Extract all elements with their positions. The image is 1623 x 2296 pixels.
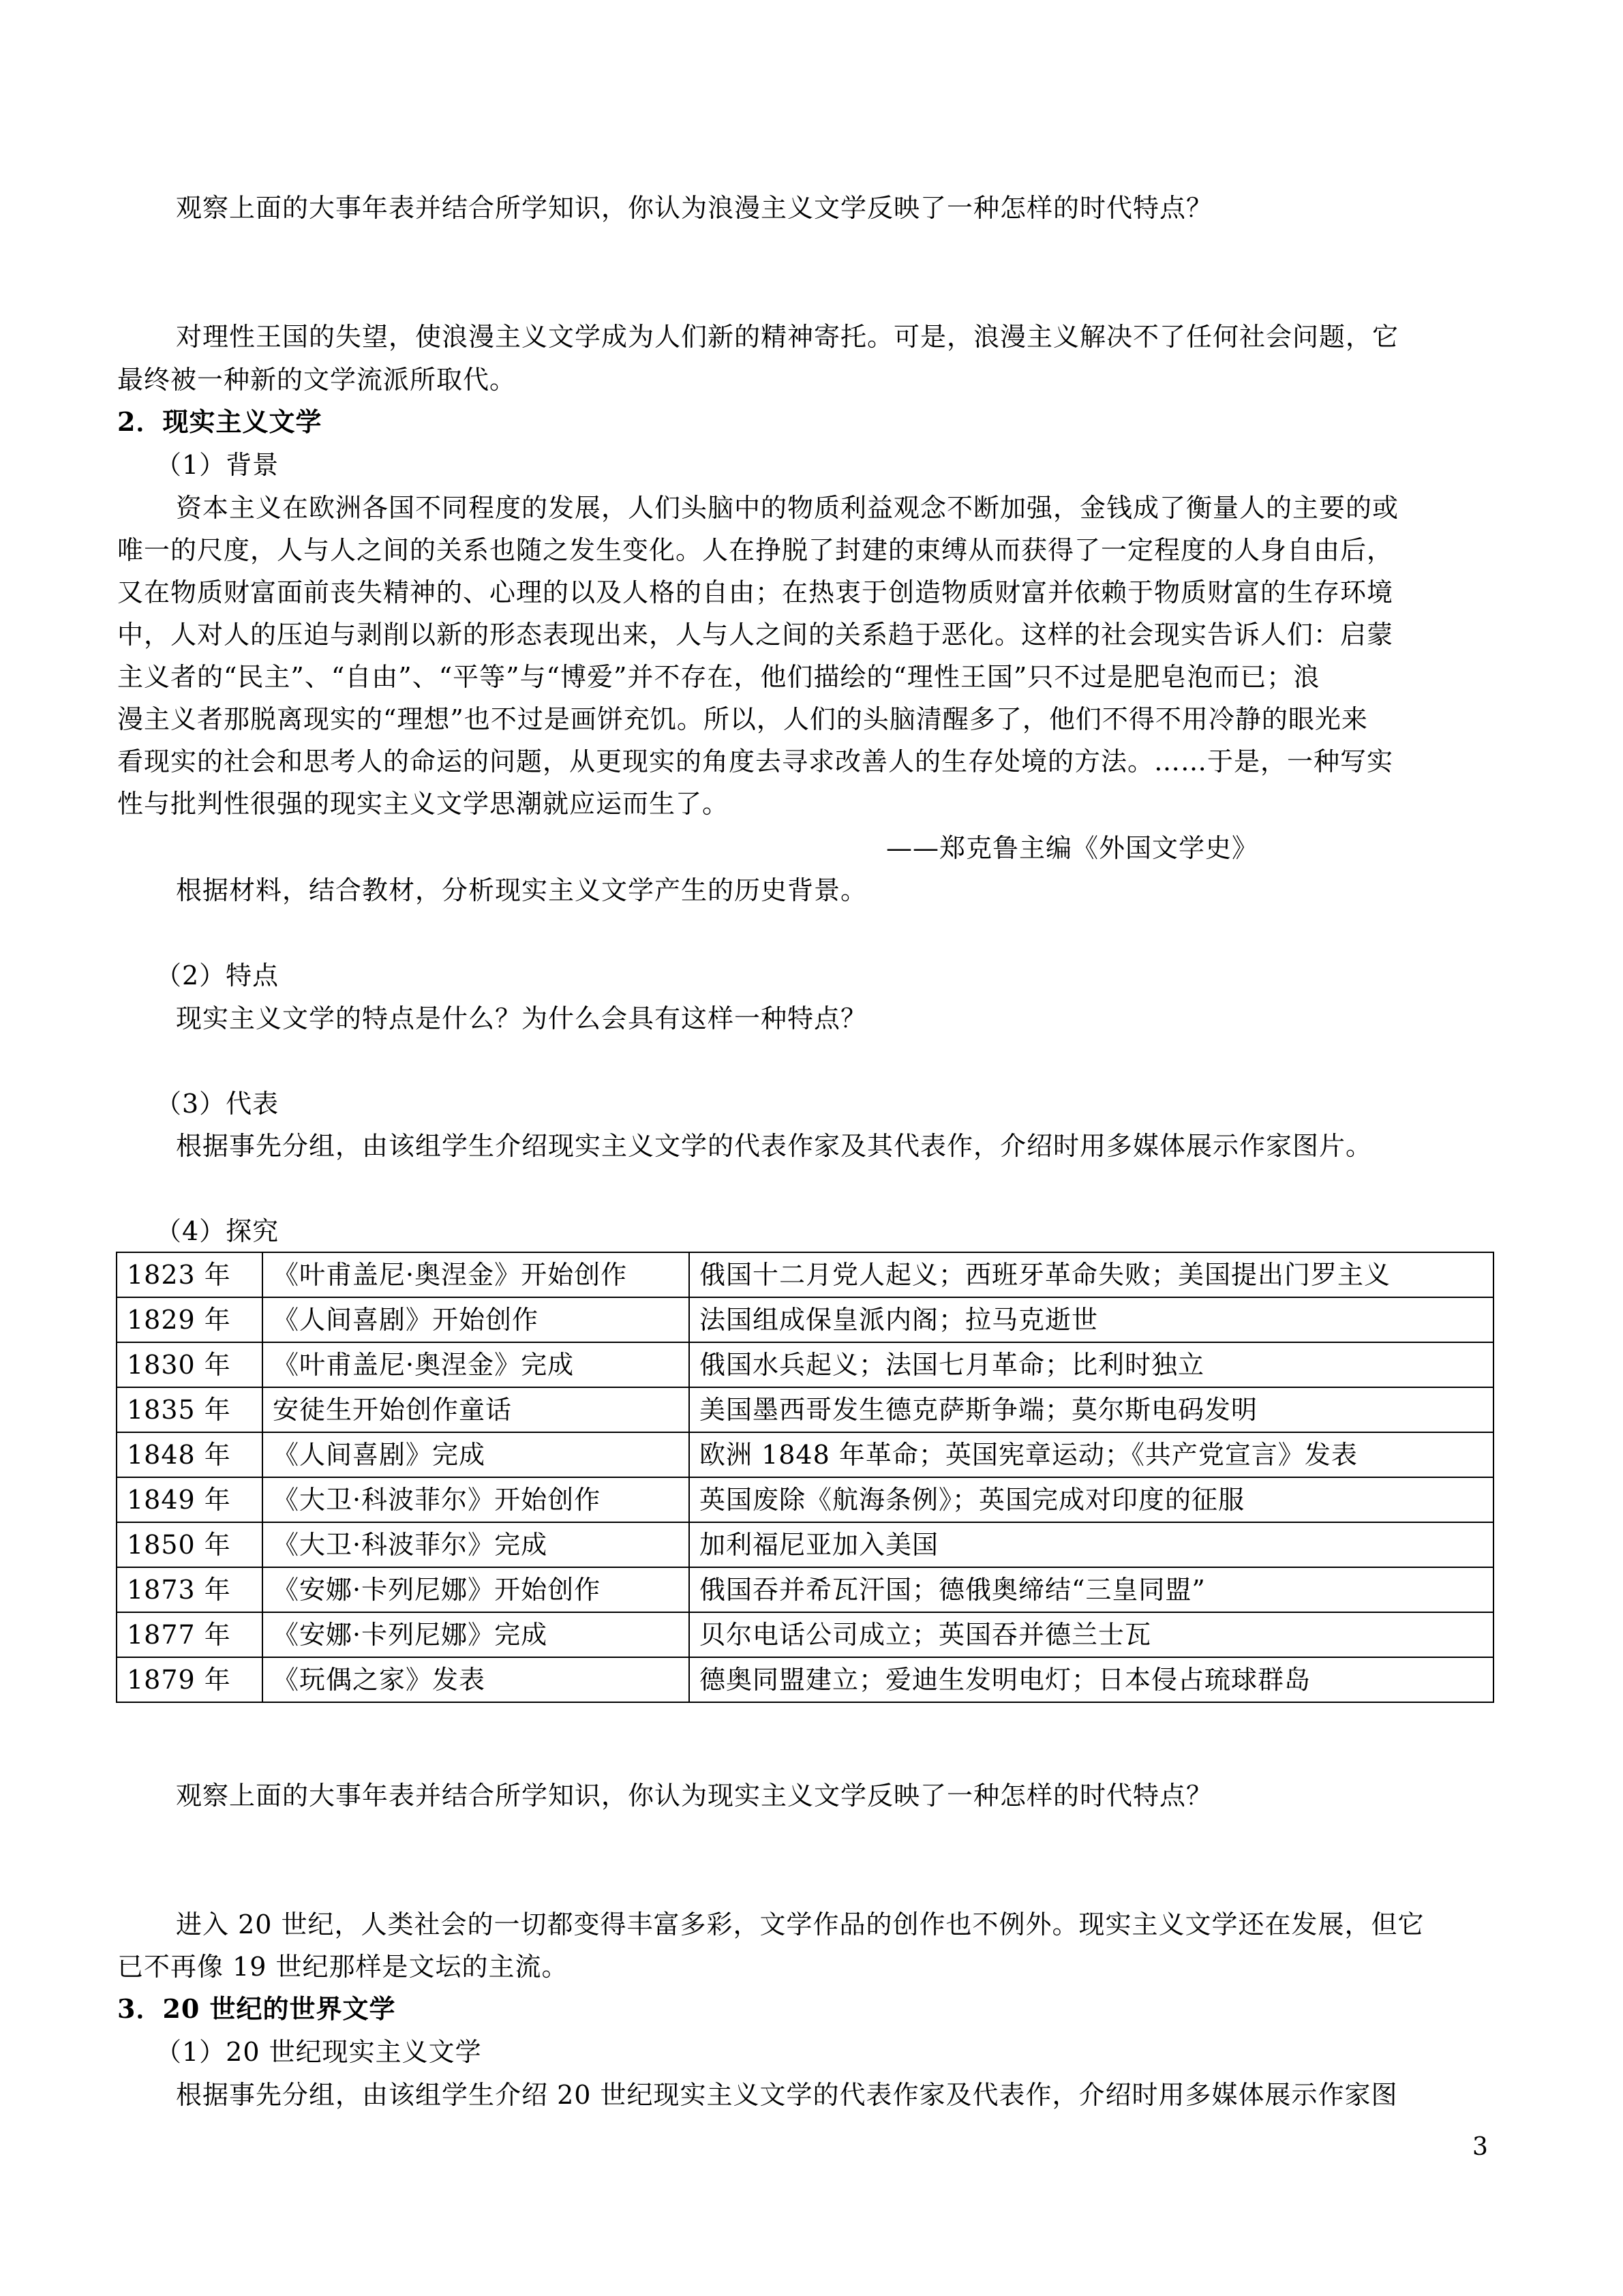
question-features: 现实主义文学的特点是什么？为什么会具有这样一种特点？ (176, 1003, 868, 1033)
work-cell: 《人间喜剧》完成 (262, 1432, 689, 1477)
subheading-features: （2）特点 (155, 961, 279, 991)
work-cell: 《玩偶之家》发表 (262, 1657, 689, 1702)
year-cell: 1877 年 (117, 1612, 262, 1657)
work-cell: 安徒生开始创作童话 (262, 1387, 689, 1432)
table-row (117, 1387, 1493, 1432)
subheading-representatives: （3）代表 (155, 1089, 279, 1119)
table-row (117, 1612, 1493, 1657)
task-representatives: 根据事先分组，由该组学生介绍现实主义文学的代表作家及其代表作，介绍时用多媒体展示作家图片。 (176, 1131, 1373, 1161)
quote-line: 中，人对人的压迫与剥削以新的形态表现出来，人与人之间的关系趋于恶化。这样的社会现实告诉人们：启蒙 (117, 620, 1394, 650)
year-cell: 1829 年 (117, 1297, 262, 1342)
year-cell: 1879 年 (117, 1657, 262, 1702)
work-cell: 《人间喜剧》开始创作 (262, 1297, 689, 1342)
events-cell: 贝尔电话公司成立；英国吞并德兰士瓦 (689, 1612, 1493, 1657)
subheading-explore: （4）探究 (155, 1216, 279, 1246)
question-realist-era: 观察上面的大事年表并结合所学知识，你认为现实主义文学反映了一种怎样的时代特点？ (176, 1781, 1213, 1811)
year-cell: 1849 年 (117, 1477, 262, 1522)
events-cell: 欧洲 1848 年革命；英国宪章运动；《共产党宣言》发表 (689, 1432, 1493, 1477)
table-row (117, 1432, 1493, 1477)
year-cell: 1873 年 (117, 1567, 262, 1612)
century20-line-1: 进入 20 世纪，人类社会的一切都变得丰富多彩，文学作品的创作也不例外。现实主义文学还在发展，但它 (176, 1909, 1425, 1939)
chronology-table (116, 1252, 1494, 1703)
subheading-20th-realism: （1）20 世纪现实主义文学 (155, 2037, 482, 2067)
romantic-summary-line-1: 对理性王国的失望，使浪漫主义文学成为人们新的精神寄托。可是，浪漫主义解决不了任何社会问题，它 (176, 322, 1399, 352)
page-number: 3 (1472, 2133, 1488, 2161)
section-heading-20th-century: 3．20 世纪的世界文学 (117, 1993, 396, 2024)
quote-line: 资本主义在欧洲各国不同程度的发展，人们头脑中的物质利益观念不断加强，金钱成了衡量人的主要的或 (176, 493, 1399, 523)
work-cell: 《安娜·卡列尼娜》完成 (262, 1612, 689, 1657)
quote-line: 看现实的社会和思考人的命运的问题，从更现实的角度去寻求改善人的生存处境的方法。……于是，一种写实 (117, 746, 1394, 776)
events-cell: 英国废除《航海条例》；英国完成对印度的征服 (689, 1477, 1493, 1522)
work-cell: 《叶甫盖尼·奥涅金》完成 (262, 1342, 689, 1387)
question-background: 根据材料，结合教材，分析现实主义文学产生的历史背景。 (176, 875, 868, 905)
romantic-summary-line-2: 最终被一种新的文学流派所取代。 (117, 365, 517, 395)
year-cell: 1850 年 (117, 1522, 262, 1567)
quote-line: 漫主义者那脱离现实的“理想”也不过是画饼充饥。所以，人们的头脑清醒多了，他们不得不用冷静的眼光来 (117, 704, 1368, 734)
work-cell: 《大卫·科波菲尔》完成 (262, 1522, 689, 1567)
question-romantic-era: 观察上面的大事年表并结合所学知识，你认为浪漫主义文学反映了一种怎样的时代特点？ (176, 193, 1213, 223)
table-row (117, 1657, 1493, 1702)
work-cell: 《叶甫盖尼·奥涅金》开始创作 (262, 1252, 689, 1297)
events-cell: 美国墨西哥发生德克萨斯争端；莫尔斯电码发明 (689, 1387, 1493, 1432)
table-row (117, 1297, 1493, 1342)
table-row (117, 1342, 1493, 1387)
year-cell: 1848 年 (117, 1432, 262, 1477)
events-cell: 加利福尼亚加入美国 (689, 1522, 1493, 1567)
quote-line: 主义者的“民主”、“自由”、“平等”与“博爱”并不存在，他们描绘的“理性王国”只不过是肥皂泡而已；浪 (117, 662, 1320, 692)
quote-line: 又在物质财富面前丧失精神的、心理的以及人格的自由；在热衷于创造物质财富并依赖于物质财富的生存环境 (117, 577, 1394, 607)
year-cell: 1830 年 (117, 1342, 262, 1387)
task-20th-realism: 根据事先分组，由该组学生介绍 20 世纪现实主义文学的代表作家及代表作，介绍时用多媒体展示作家图 (176, 2080, 1398, 2110)
section-heading-realism: 2．现实主义文学 (117, 406, 322, 437)
year-cell: 1823 年 (117, 1252, 262, 1297)
subheading-background: （1）背景 (155, 450, 279, 480)
events-cell: 法国组成保皇派内阁；拉马克逝世 (689, 1297, 1493, 1342)
events-cell: 俄国吞并希瓦汗国；德俄奥缔结“三皇同盟” (689, 1567, 1493, 1612)
table-row (117, 1522, 1493, 1567)
quote-line: 唯一的尺度，人与人之间的关系也随之发生变化。人在挣脱了封建的束缚从而获得了一定程度的人身自由后， (117, 535, 1394, 565)
table-row (117, 1477, 1493, 1522)
table-row (117, 1567, 1493, 1612)
year-cell: 1835 年 (117, 1387, 262, 1432)
quote-line: 性与批判性很强的现实主义文学思潮就应运而生了。 (117, 789, 729, 819)
work-cell: 《大卫·科波菲尔》开始创作 (262, 1477, 689, 1522)
work-cell: 《安娜·卡列尼娜》开始创作 (262, 1567, 689, 1612)
century20-line-2: 已不再像 19 世纪那样是文坛的主流。 (117, 1952, 568, 1982)
events-cell: 德奥同盟建立；爱迪生发明电灯；日本侵占琉球群岛 (689, 1657, 1493, 1702)
table-row (117, 1252, 1493, 1297)
events-cell: 俄国十二月党人起义；西班牙革命失败；美国提出门罗主义 (689, 1252, 1493, 1297)
events-cell: 俄国水兵起义；法国七月革命；比利时独立 (689, 1342, 1493, 1387)
quote-source: ——郑克鲁主编《外国文学史》 (886, 833, 1259, 863)
